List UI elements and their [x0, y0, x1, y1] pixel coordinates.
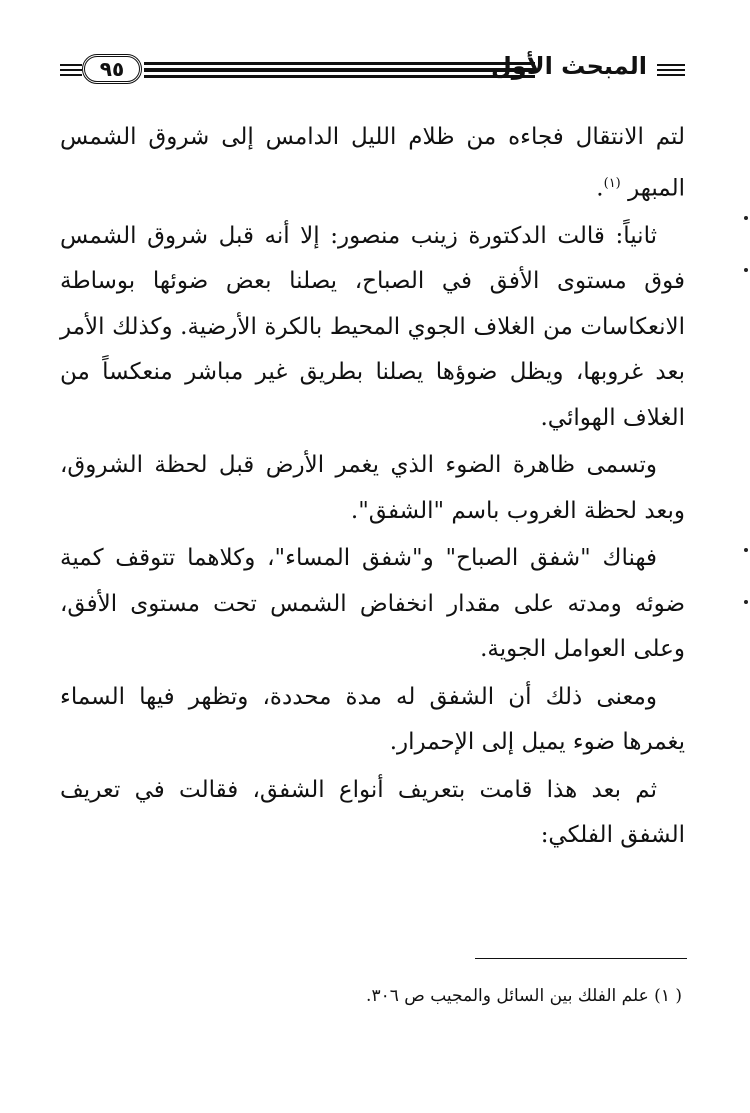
- footnote-reference: (١): [603, 175, 621, 191]
- paragraph: ثانياً: قالت الدكتورة زينب منصور: إلا أنه قبل شروق الشمس فوق مستوى الأفق في الصباح، يصلنا بعض ضوئها بوساطة الانعكاسات من الغلاف الجوي المحيط بالكرة الأرضية. وكذلك الأمر بعد غروبها، ويظل ضوؤها يصلنا بطريق غير مباشر منعكساً من الغلاف الهوائي.: [60, 222, 685, 431]
- paragraph: ومعنى ذلك أن الشفق له مدة محددة، وتظهر فيها السماء يغمرها ضوء يميل إلى الإحمرار.: [60, 683, 685, 756]
- page-header: [60, 50, 685, 90]
- paragraph: ثم بعد هذا قامت بتعريف أنواع الشفق، فقالت في تعريف الشفق الفلكي:: [60, 776, 685, 849]
- paragraph: وتسمى ظاهرة الضوء الذي يغمر الأرض قبل لحظة الشروق، وبعد لحظة الغروب باسم "الشفق".: [60, 452, 685, 524]
- page-number: ٩٥: [82, 54, 142, 84]
- footnote-divider: [475, 958, 687, 959]
- scan-mark: [744, 600, 748, 604]
- header-rule: [144, 62, 535, 78]
- header-right-ornament: [657, 64, 685, 76]
- scan-mark: [744, 268, 748, 272]
- paragraph: فهناك "شفق الصباح" و"شفق المساء"، وكلاهما تتوقف كمية ضوئه ومدته على مقدار انخفاض الشمس تحت مستوى الأفق، وعلى العوامل الجوية.: [60, 545, 685, 663]
- scan-mark: [744, 548, 748, 552]
- paragraph: لتم الانتقال فجاءه من ظلام الليل الدامس إلى شروق الشمس المبهر $^{(١)}$.: [60, 124, 685, 202]
- body-text: [60, 115, 685, 861]
- scan-mark: [744, 216, 748, 220]
- footnote: ( ١) علم الفلك بين السائل والمجيب ص ٣٠٦.: [366, 986, 682, 1006]
- chapter-title: المبحث الأول: [490, 52, 647, 80]
- header-left-ornament: [60, 64, 82, 76]
